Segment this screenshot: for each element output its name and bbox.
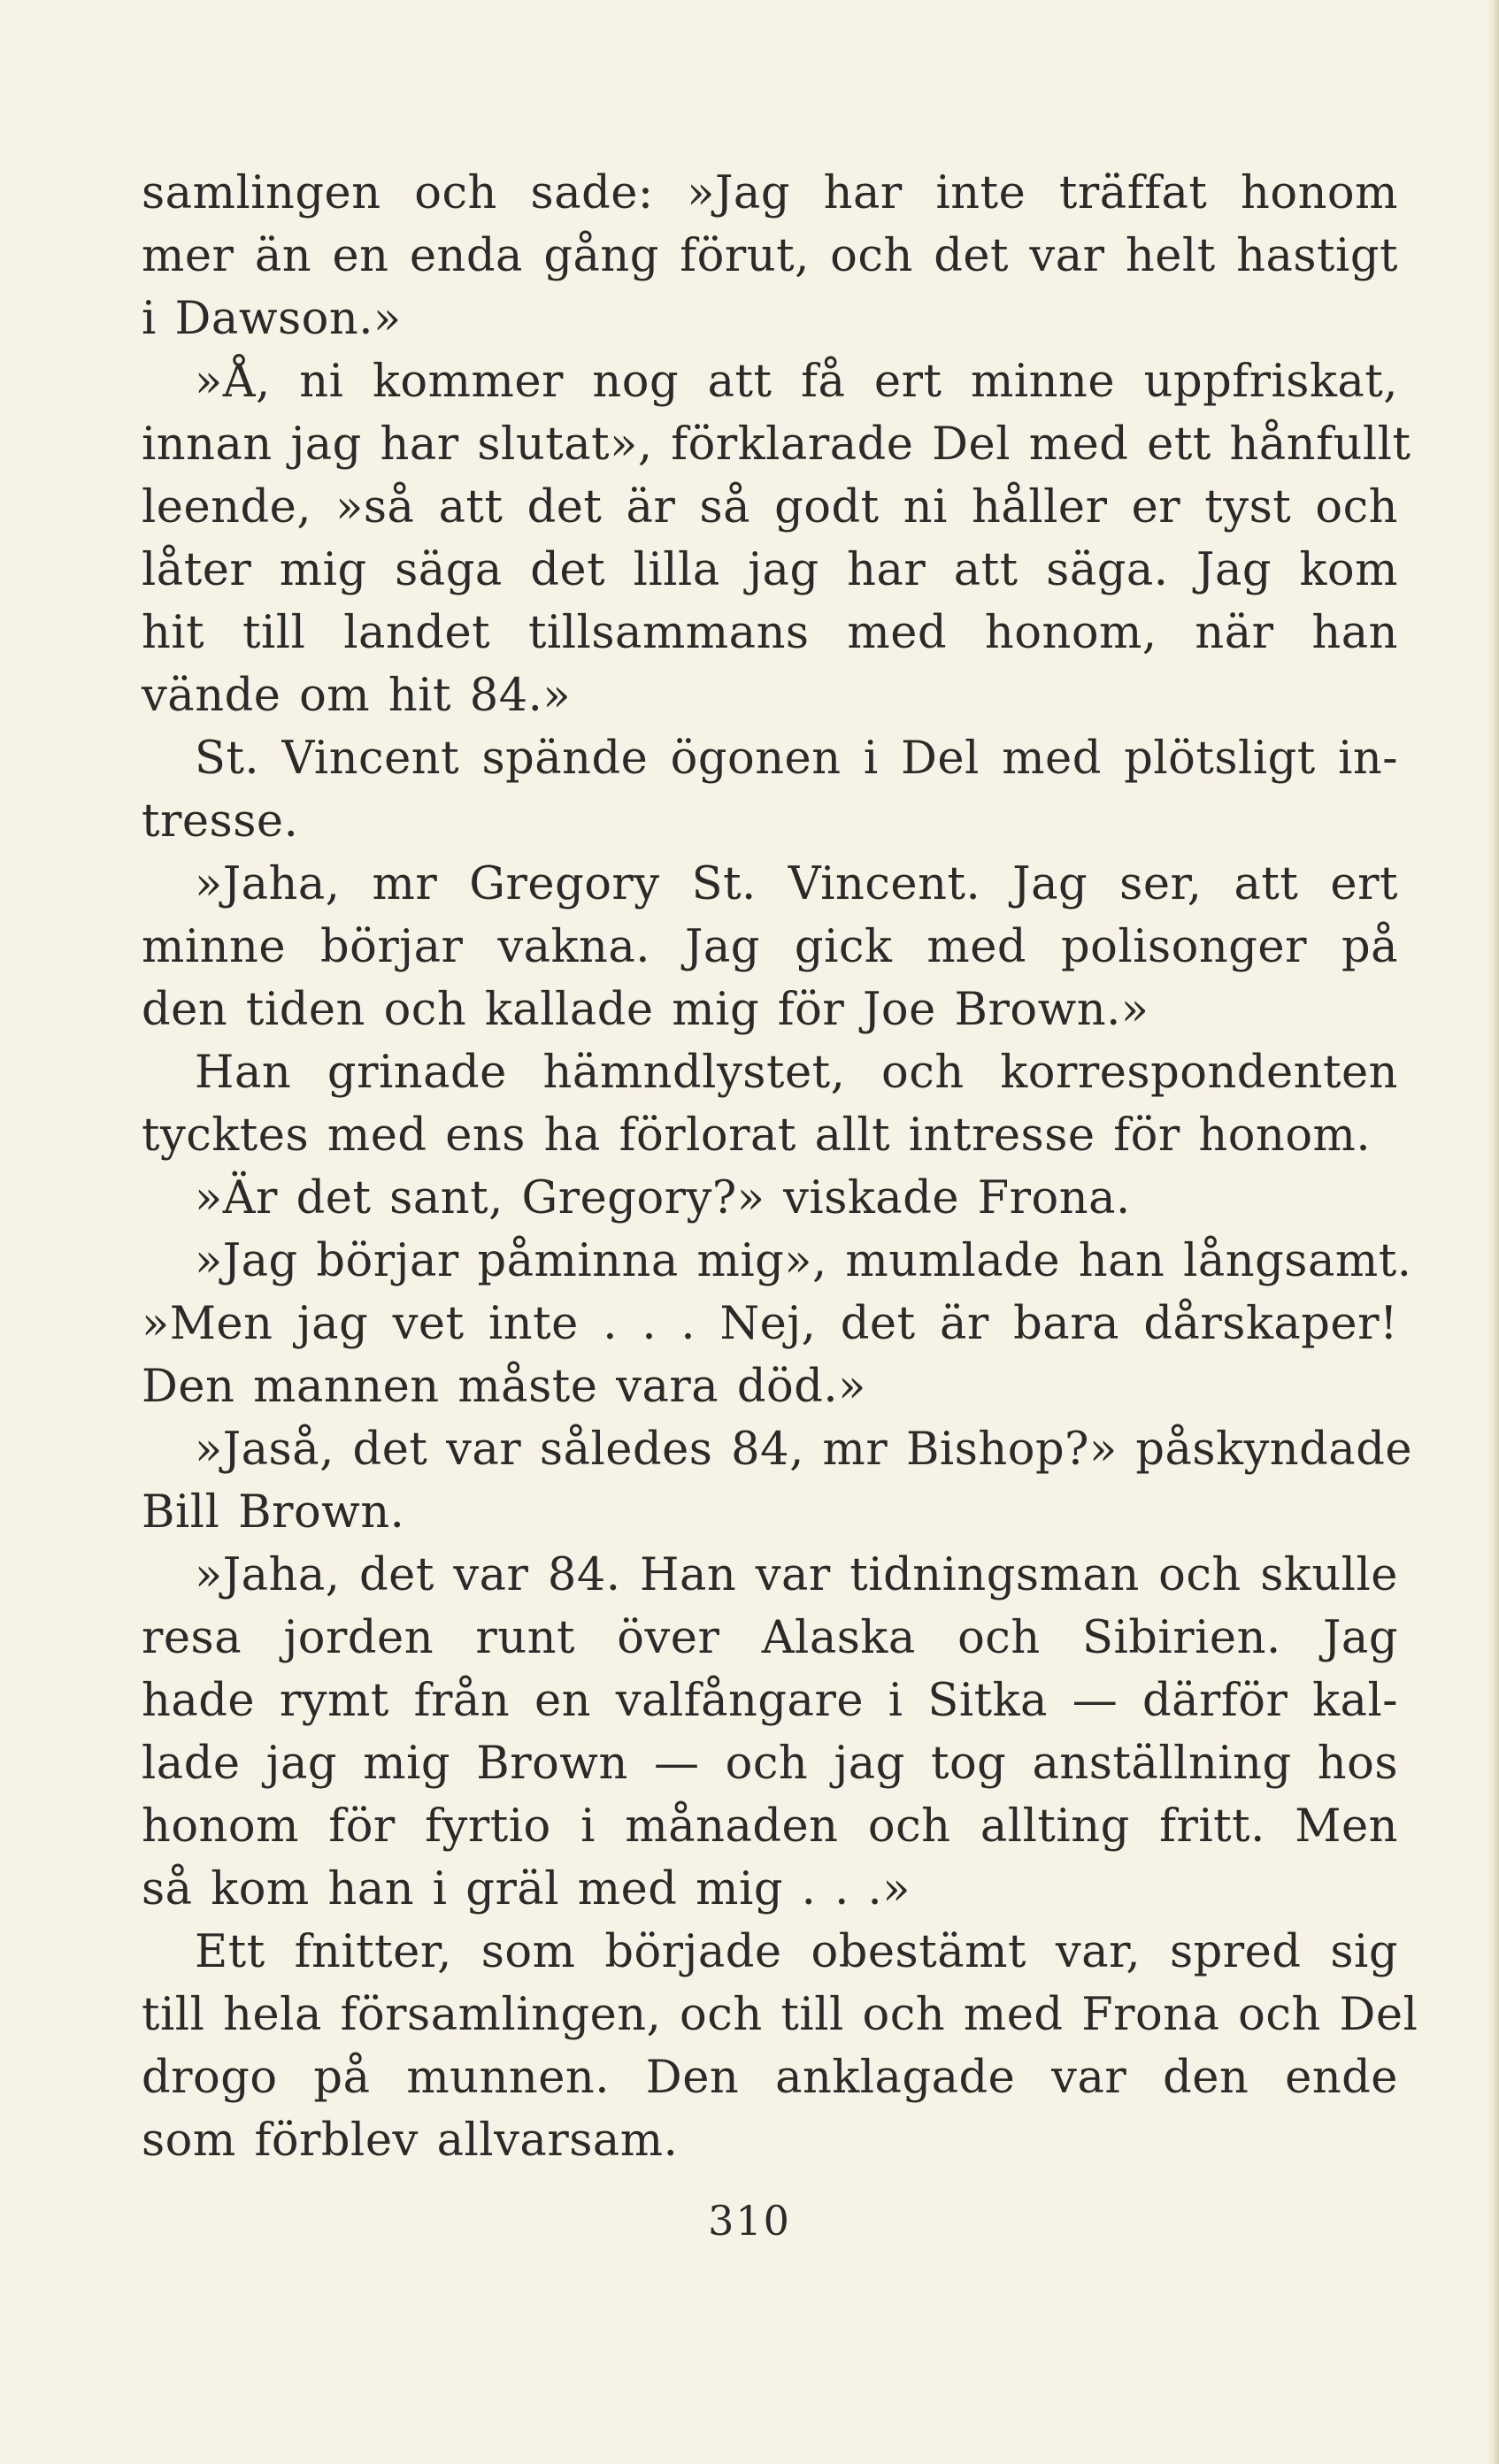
page-number: 310 xyxy=(708,2197,791,2245)
text-line: »Jag börjar påminna mig», mumlade han långsamt. xyxy=(195,1235,1412,1287)
text-line: Ett fnitter, som började obestämt var, spred sig xyxy=(195,1926,1398,1978)
text-line: tycktes med ens ha förlorat allt intresse för honom. xyxy=(142,1109,1372,1162)
text-line: låter mig säga det lilla jag har att säga. Jag kom xyxy=(142,544,1398,596)
text-line: hade rymt från en valfångare i Sitka — därför kal- xyxy=(142,1675,1398,1727)
text-line: som förblev allvarsam. xyxy=(142,2115,679,2167)
text-line: tresse. xyxy=(142,795,299,848)
text-line: till hela församlingen, och till och med Frona och Del xyxy=(142,1989,1418,2041)
text-line: minne börjar vakna. Jag gick med polisonger på xyxy=(142,921,1398,973)
text-line: i Dawson.» xyxy=(142,293,402,345)
text-line: Han grinade hämndlystet, och korrespondenten xyxy=(195,1047,1398,1099)
text-line: »Jaha, det var 84. Han var tidningsman och skulle xyxy=(195,1549,1398,1601)
text-line: samlingen och sade: »Jag har inte träffat honom xyxy=(142,167,1398,219)
text-line: drogo på munnen. Den anklagade var den ende xyxy=(142,2052,1398,2104)
text-line: leende, »så att det är så godt ni håller er tyst och xyxy=(142,481,1398,533)
text-line: vände om hit 84.» xyxy=(142,670,572,722)
text-line: lade jag mig Brown — och jag tog anställning hos xyxy=(142,1738,1398,1790)
text-line: honom för fyrtio i månaden och allting fritt. Men xyxy=(142,1800,1398,1853)
text-line: hit till landet tillsammans med honom, när han xyxy=(142,607,1398,659)
text-line: mer än en enda gång förut, och det var helt hastigt xyxy=(142,230,1398,282)
text-line: St. Vincent spände ögonen i Del med plötsligt in- xyxy=(195,733,1398,785)
text-line: innan jag har slutat», förklarade Del med ett hånfullt xyxy=(142,418,1411,471)
text-line: »Men jag vet inte . . . Nej, det är bara dårskaper! xyxy=(142,1298,1398,1350)
text-line: så kom han i gräl med mig . . .» xyxy=(142,1863,911,1915)
text-line: Bill Brown. xyxy=(142,1486,405,1539)
text-line: Den mannen måste vara död.» xyxy=(142,1361,866,1413)
text-line: »Jaha, mr Gregory St. Vincent. Jag ser, att ert xyxy=(195,858,1398,910)
text-line: »Är det sant, Gregory?» viskade Frona. xyxy=(195,1172,1131,1224)
text-line: den tiden och kallade mig för Joe Brown.» xyxy=(142,984,1149,1036)
text-line: »Å, ni kommer nog att få ert minne uppfriskat, xyxy=(195,356,1398,408)
page-edge-shadow xyxy=(1487,0,1499,2464)
text-line: resa jorden runt över Alaska och Sibirien. Jag xyxy=(142,1612,1398,1664)
text-line: »Jaså, det var således 84, mr Bishop?» påskyndade xyxy=(195,1424,1413,1476)
body-text xyxy=(142,162,1418,2172)
